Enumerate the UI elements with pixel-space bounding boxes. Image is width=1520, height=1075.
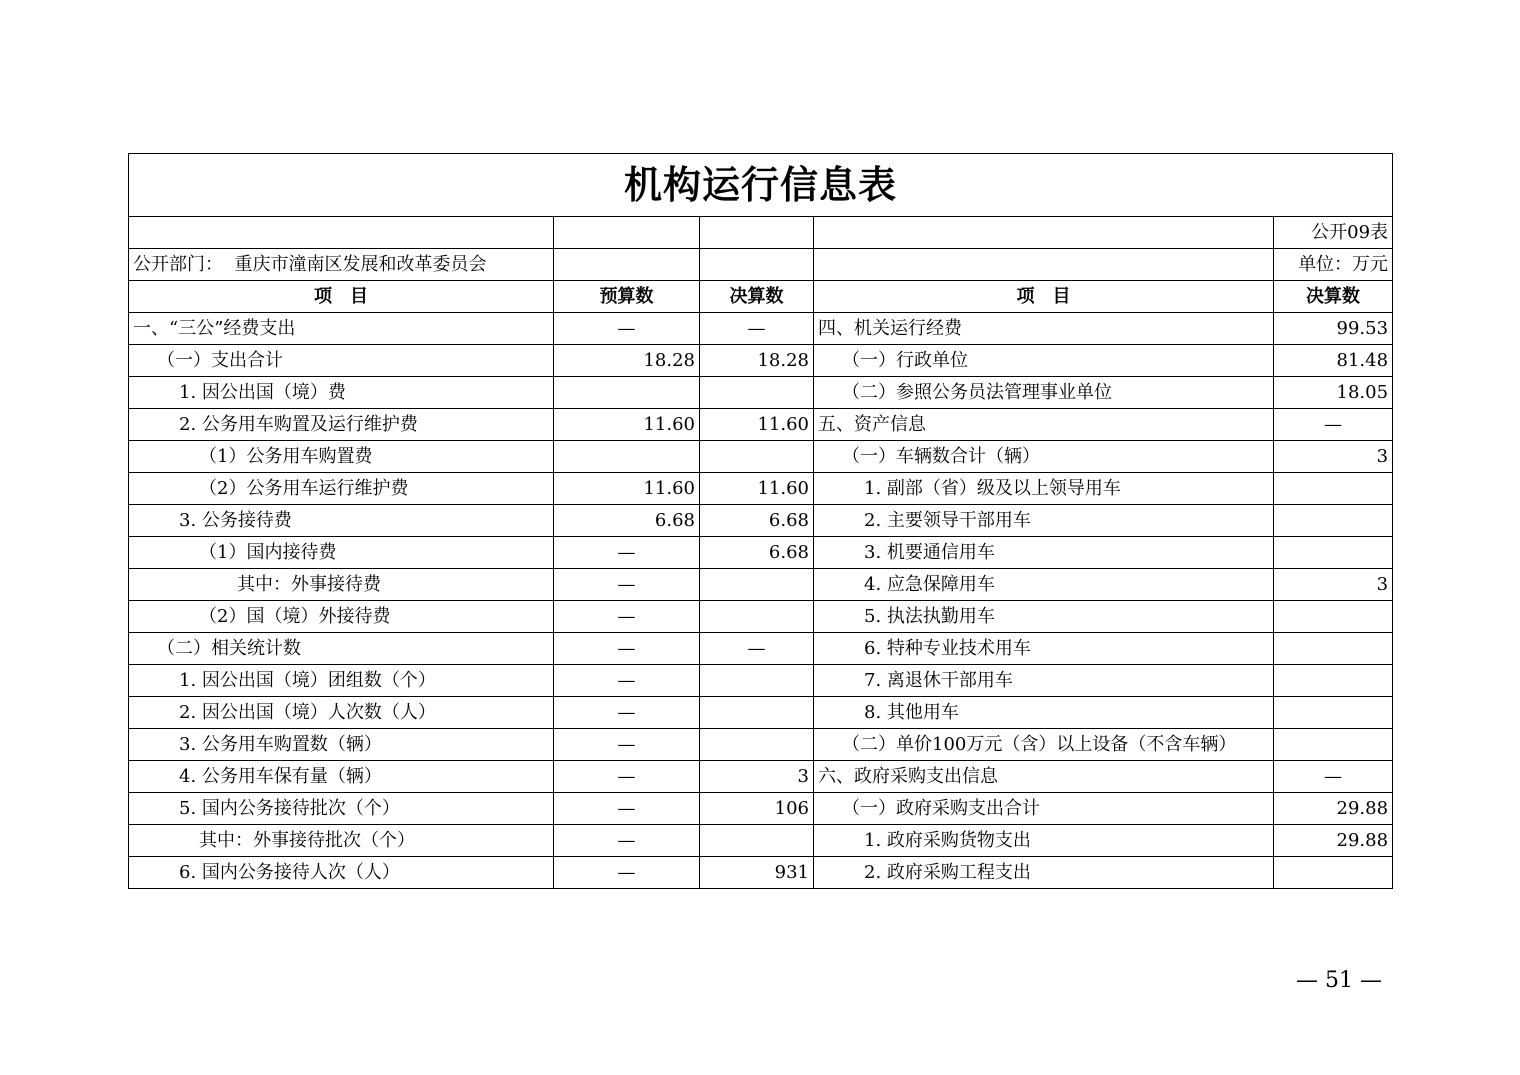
unit-label: 单位：万元 (1274, 249, 1393, 281)
right-item-cell: （一）行政单位 (814, 345, 1274, 377)
left-item-cell: 1. 因公出国（境）团组数（个） (129, 665, 554, 697)
right-final-cell (1274, 537, 1393, 569)
final-cell: 3 (700, 761, 814, 793)
left-item-cell: （1）国内接待费 (129, 537, 554, 569)
table-row (129, 825, 1393, 857)
right-final-cell: 99.53 (1274, 313, 1393, 345)
right-final-cell: 29.88 (1274, 793, 1393, 825)
header-budget: 预算数 (554, 281, 700, 313)
budget-cell: — (554, 569, 700, 601)
budget-cell: — (554, 761, 700, 793)
final-cell: 106 (700, 793, 814, 825)
budget-cell: — (554, 793, 700, 825)
blank-cell (700, 249, 814, 281)
right-item-cell: （一）政府采购支出合计 (814, 793, 1274, 825)
right-item-cell: 2. 主要领导干部用车 (814, 505, 1274, 537)
budget-cell: — (554, 857, 700, 889)
table-row (129, 793, 1393, 825)
blank-cell (814, 217, 1274, 249)
final-cell: 931 (700, 857, 814, 889)
department-cell (129, 249, 554, 281)
header-right-item: 项 目 (814, 281, 1274, 313)
table-row (129, 633, 1393, 665)
left-item-cell: 其中：外事接待批次（个） (129, 825, 554, 857)
table-row (129, 537, 1393, 569)
left-item-cell: （2）国（境）外接待费 (129, 601, 554, 633)
budget-cell: 11.60 (554, 409, 700, 441)
right-item-cell: 3. 机要通信用车 (814, 537, 1274, 569)
right-final-cell: — (1274, 761, 1393, 793)
table-row (129, 665, 1393, 697)
final-cell (700, 441, 814, 473)
right-final-cell (1274, 665, 1393, 697)
table-row (129, 441, 1393, 473)
table-row (129, 857, 1393, 889)
table-row (129, 761, 1393, 793)
right-item-cell: 四、机关运行经费 (814, 313, 1274, 345)
blank-cell (814, 249, 1274, 281)
right-item-cell: 7. 离退休干部用车 (814, 665, 1274, 697)
left-item-cell: 3. 公务接待费 (129, 505, 554, 537)
budget-cell: — (554, 313, 700, 345)
blank-cell (129, 217, 554, 249)
left-item-cell: 3. 公务用车购置数（辆） (129, 729, 554, 761)
budget-cell: — (554, 825, 700, 857)
table-row (129, 697, 1393, 729)
budget-cell: — (554, 665, 700, 697)
final-cell: — (700, 313, 814, 345)
budget-cell: — (554, 537, 700, 569)
budget-cell: — (554, 697, 700, 729)
right-item-cell: 1. 副部（省）级及以上领导用车 (814, 473, 1274, 505)
department-label: 公开部门： (133, 254, 223, 275)
final-cell (700, 729, 814, 761)
right-final-cell (1274, 697, 1393, 729)
left-item-cell: 1. 因公出国（境）费 (129, 377, 554, 409)
table-row (129, 313, 1393, 345)
right-final-cell: 29.88 (1274, 825, 1393, 857)
table-row (129, 569, 1393, 601)
right-item-cell: 五、资产信息 (814, 409, 1274, 441)
table-code: 公开09表 (1274, 217, 1393, 249)
header-final: 决算数 (700, 281, 814, 313)
left-item-cell: 其中：外事接待费 (129, 569, 554, 601)
budget-cell (554, 441, 700, 473)
right-item-cell: 5. 执法执勤用车 (814, 601, 1274, 633)
final-cell (700, 377, 814, 409)
right-item-cell: 4. 应急保障用车 (814, 569, 1274, 601)
final-cell: 11.60 (700, 473, 814, 505)
right-final-cell: — (1274, 409, 1393, 441)
left-item-cell: （1）公务用车购置费 (129, 441, 554, 473)
final-cell: 11.60 (700, 409, 814, 441)
left-item-cell: 5. 国内公务接待批次（个） (129, 793, 554, 825)
budget-cell: 11.60 (554, 473, 700, 505)
left-item-cell: 6. 国内公务接待人次（人） (129, 857, 554, 889)
table-row (129, 345, 1393, 377)
budget-cell: — (554, 601, 700, 633)
table-row (129, 473, 1393, 505)
left-item-cell: 2. 公务用车购置及运行维护费 (129, 409, 554, 441)
left-item-cell: （一）支出合计 (129, 345, 554, 377)
table-row (129, 377, 1393, 409)
right-item-cell: （一）车辆数合计（辆） (814, 441, 1274, 473)
table-row (129, 409, 1393, 441)
right-final-cell (1274, 601, 1393, 633)
left-item-cell: 一、“三公”经费支出 (129, 313, 554, 345)
right-final-cell: 81.48 (1274, 345, 1393, 377)
budget-cell: 18.28 (554, 345, 700, 377)
right-final-cell: 3 (1274, 441, 1393, 473)
right-final-cell (1274, 857, 1393, 889)
right-item-cell: 六、政府采购支出信息 (814, 761, 1274, 793)
final-cell (700, 825, 814, 857)
institution-operation-table (128, 153, 1393, 889)
blank-cell (554, 217, 700, 249)
right-final-cell (1274, 633, 1393, 665)
final-cell (700, 601, 814, 633)
final-cell (700, 665, 814, 697)
right-final-cell: 18.05 (1274, 377, 1393, 409)
table-row (129, 601, 1393, 633)
left-item-cell: （二）相关统计数 (129, 633, 554, 665)
blank-cell (554, 249, 700, 281)
blank-cell (700, 217, 814, 249)
final-cell: 6.68 (700, 505, 814, 537)
final-cell (700, 697, 814, 729)
right-item-cell: 2. 政府采购工程支出 (814, 857, 1274, 889)
table-title: 机构运行信息表 (129, 154, 1393, 217)
department-name: 重庆市潼南区发展和改革委员会 (234, 254, 487, 275)
final-cell: 18.28 (700, 345, 814, 377)
right-item-cell: 1. 政府采购货物支出 (814, 825, 1274, 857)
right-final-cell (1274, 729, 1393, 761)
right-item-cell: （二）单价100万元（含）以上设备（不含车辆） (814, 729, 1274, 761)
left-item-cell: 2. 因公出国（境）人次数（人） (129, 697, 554, 729)
left-item-cell: （2）公务用车运行维护费 (129, 473, 554, 505)
header-right-final: 决算数 (1274, 281, 1393, 313)
table-row (129, 505, 1393, 537)
right-final-cell (1274, 473, 1393, 505)
budget-cell (554, 377, 700, 409)
right-item-cell: 8. 其他用车 (814, 697, 1274, 729)
right-final-cell: 3 (1274, 569, 1393, 601)
budget-cell: 6.68 (554, 505, 700, 537)
table-row (129, 729, 1393, 761)
header-left-item: 项 目 (129, 281, 554, 313)
final-cell (700, 569, 814, 601)
left-item-cell: 4. 公务用车保有量（辆） (129, 761, 554, 793)
final-cell: 6.68 (700, 537, 814, 569)
right-final-cell (1274, 505, 1393, 537)
budget-cell: — (554, 633, 700, 665)
right-item-cell: 6. 特种专业技术用车 (814, 633, 1274, 665)
budget-cell: — (554, 729, 700, 761)
final-cell: — (700, 633, 814, 665)
right-item-cell: （二）参照公务员法管理事业单位 (814, 377, 1274, 409)
page-number: — 51 — (1296, 968, 1382, 993)
